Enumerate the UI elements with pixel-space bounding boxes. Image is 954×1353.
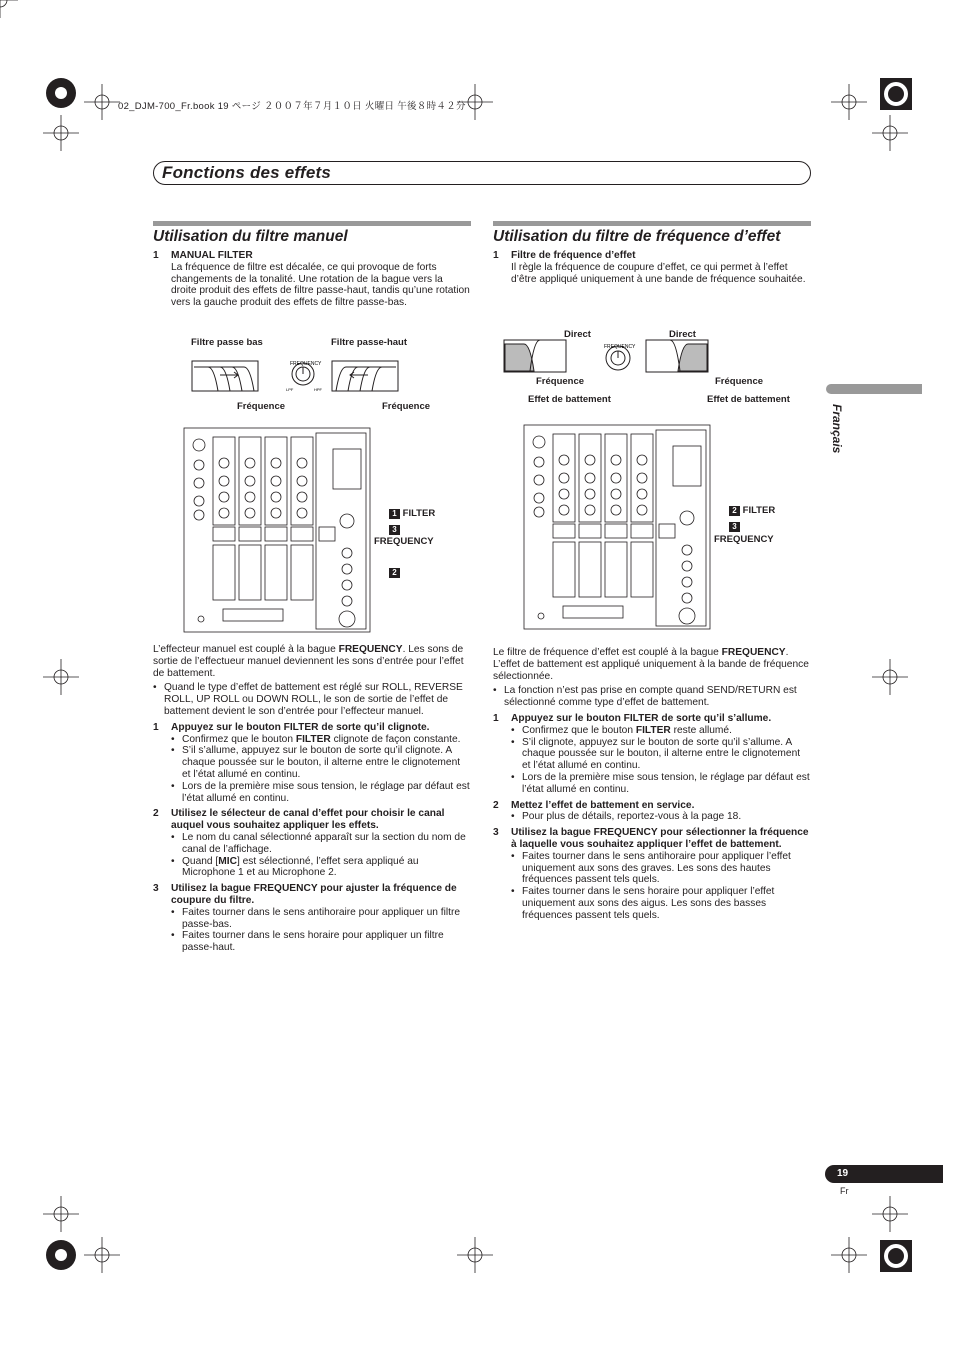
step-3-bullet: Faites tourner dans le sens antihoraire pour appliquer un filtre passe-bas. bbox=[182, 906, 461, 930]
callout-filter: 2 FILTER bbox=[729, 505, 775, 516]
callout-filter: 1 FILTER bbox=[389, 508, 435, 519]
step-1-bullet: S’il clignote, appuyez sur le bouton de sorte qu’il s’allume. A chaque poussée sur le bouton, il alterne entre le clignotement et l’état allumé en continu. bbox=[522, 736, 801, 772]
filter-figure-left bbox=[190, 335, 440, 415]
callout-channel-selector: 2 bbox=[389, 567, 400, 578]
step-2-bullet: Le nom du canal sélectionné apparaît sur la section du nom de canal de l’affichage. bbox=[182, 831, 466, 855]
page-number: 19 bbox=[837, 1168, 849, 1179]
knob-lpf: LPF bbox=[286, 387, 294, 392]
direct-label: Direct bbox=[564, 329, 591, 340]
step-3: Utilisez la bague FREQUENCY pour sélectionner la fréquence à laquelle vous souhaitez appliquer l’effet de battement. bbox=[511, 827, 809, 850]
filter-figure-right bbox=[500, 328, 810, 408]
lowpass-label: Filtre passe bas bbox=[191, 337, 263, 348]
filter-curves-right bbox=[500, 336, 720, 376]
right-section-title: Utilisation du filtre de fréquence d’effet bbox=[493, 228, 781, 245]
knob-label: FREQUENCY bbox=[604, 344, 636, 350]
frequency-axis-label: Fréquence bbox=[382, 401, 431, 412]
step-2: Utilisez le sélecteur de canal d’effet pour choisir le canal auquel vous souhaitez appliquer les effets. bbox=[171, 808, 445, 832]
note-bullet: Quand le type d’effet de battement est réglé sur ROLL, REVERSE ROLL, UP ROLL ou DOWN ROLL, le son de sortie de l’effet de battement devient le son d’entrée pour l’effecteur manuel. bbox=[164, 682, 463, 717]
step-2: Mettez l’effet de battement en service. bbox=[511, 799, 695, 811]
sidebar-language: Français bbox=[830, 404, 844, 454]
step-1-bullet: Confirmez que le bouton FILTER reste allumé. bbox=[522, 724, 732, 736]
left-section-heading bbox=[153, 221, 471, 245]
beat-effect-label: Effet de battement bbox=[707, 394, 790, 405]
chapter-title: Fonctions des effets bbox=[162, 163, 331, 182]
mixer-panel-illustration bbox=[183, 427, 373, 634]
frequency-axis-label: Fréquence bbox=[536, 376, 585, 387]
highpass-label: Filtre passe-haut bbox=[331, 337, 408, 348]
intro-paragraph: Le filtre de fréquence d’effet est couplé à la bague FREQUENCY. L’effet de battement est appliqué uniquement à la bande de fréquence sélectionnée. bbox=[493, 647, 809, 682]
beat-effect-label: Effet de battement bbox=[528, 394, 611, 405]
book-header-line: 02_DJM-700_Fr.book 19 ページ ２００７年７月１０日 火曜日 午後８時４２分 bbox=[118, 101, 466, 112]
page-number-tab bbox=[825, 1165, 943, 1183]
page-language-code: Fr bbox=[840, 1186, 849, 1196]
callout-frequency-num: 3 bbox=[729, 521, 740, 532]
left-body: L’effecteur manuel est couplé à la bague FREQUENCY. Les sons de sortie de l’effectueur manuel deviennent les sons d’entrée pour l’effet de battement. • Quand le type d’effet de battement est réglé sur ROLL, REVERSE ROLL, UP ROLL ou DOWN ROLL, le son de sortie de l’effet de battement devient le son d’entrée pour l’effecteur manuel. 1 Appuyez sur le bouton FILTER de sorte qu’il clignote. • Confirmez que le bouton FILTER clignote de façon constante. • S’il s’allume, appuyez sur le bouton de sorte qu’il clignote. A chaque poussée sur le bouton, il alterne entre le clignotement et l’état allumé en continu. • Lors de la première mise sous tension, le réglage par défaut est l’état allumé en continu. 2 Utilisez le sélecteur de canal d’effet pour choisir le canal auquel vous souhaitez appliquer les effets. • Le nom du canal sélectionné apparaît sur la section du nom de canal de l’affichage. • Quand [MIC] est sélectionné, l’effet sera appliqué au Microphone 1 et au Microphone 2. 3 Utilisez la bague FREQUENCY pour ajuster la fréquence de coupure du filtre. • Faites tourner dans le sens antihoraire pour appliquer un filtre passe-bas. • Faites tourner dans le sens horaire pour appliquer un filtre passe-haut. bbox=[153, 644, 470, 954]
direct-label: Direct bbox=[669, 329, 696, 340]
step-3-bullet: Faites tourner dans le sens horaire pour appliquer un filtre passe-haut. bbox=[182, 930, 444, 954]
language-tab bbox=[826, 384, 922, 394]
intro-paragraph: L’effecteur manuel est couplé à la bague FREQUENCY. Les sons de sortie de l’effectueur manuel deviennent les sons d’entrée pour l’effet de battement. bbox=[153, 644, 464, 679]
step-3-bullet: Faites tourner dans le sens antihoraire pour appliquer l’effet uniquement aux sons des graves. Les sons des hautes fréquences passent tels quels. bbox=[522, 850, 791, 886]
mixer-panel-illustration bbox=[523, 424, 713, 631]
step-2-bullet: Quand [MIC] est sélectionné, l’effet sera appliqué au Microphone 1 et au Microphone 2. bbox=[182, 855, 419, 879]
step-1-bullet: Lors de la première mise sous tension, le réglage par défaut est l’état allumé en continu. bbox=[182, 780, 470, 804]
item-description: La fréquence de filtre est décalée, ce qui provoque de forts changements de la tonalité. Une rotation de la bague vers la droite produit des effets de filtre passe-haut, tandis qu’une rotation vers la gauche produit des effets de filtre passe-bas. bbox=[171, 261, 470, 309]
knob-hpf: HPF bbox=[314, 387, 322, 392]
item-title: MANUAL FILTER bbox=[171, 250, 253, 261]
knob-label: FREQUENCY bbox=[290, 361, 322, 367]
right-body: Le filtre de fréquence d’effet est couplé à la bague FREQUENCY. L’effet de battement est appliqué uniquement à la bande de fréquence sélectionnée. • La fonction n’est pas prise en compte quand SEND/RETURN est sélectionné comme type d’effet de battement. 1 Appuyez sur le bouton FILTER de sorte qu’il s’allume. • Confirmez que le bouton FILTER reste allumé. • S’il clignote, appuyez sur le bouton de sorte qu’il s’allume. A chaque poussée sur le bouton, il alterne entre le clignotement et l’état allumé en continu. • Lors de la première mise sous tension, le réglage par défaut est l’état allumé en continu. 2 Mettez l’effet de battement en service. • Pour plus de détails, reportez-vous à la page 18. 3 Utilisez la bague FREQUENCY pour sélectionner la fréquence à laquelle vous souhaitez appliquer l’effet de battement. • Faites tourner dans le sens antihoraire pour appliquer l’effet uniquement aux sons des graves. Les sons des hautes fréquences passent tels quels. • Faites tourner dans le sens horaire pour appliquer l’effet uniquement aux sons des aigus. Les sons des basses fréquences passent tels quels. bbox=[493, 647, 810, 921]
note-bullet: La fonction n’est pas prise en compte quand SEND/RETURN est sélectionné comme type d’effet de battement. bbox=[504, 685, 797, 709]
item-title: Filtre de fréquence d’effet bbox=[511, 250, 636, 261]
callout-frequency: FREQUENCY bbox=[714, 534, 774, 545]
chapter-title-bar bbox=[153, 161, 811, 185]
step-1: Appuyez sur le bouton FILTER de sorte qu’il clignote. bbox=[171, 721, 430, 733]
step-1-bullet: S’il s’allume, appuyez sur le bouton de sorte qu’il clignote. A chaque poussée sur le bouton, il alterne entre le clignotement et l’état allumé en continu. bbox=[182, 745, 461, 780]
step-1-bullet: Confirmez que le bouton FILTER clignote de façon constante. bbox=[182, 733, 461, 745]
step-3-bullet: Faites tourner dans le sens horaire pour appliquer l’effet uniquement aux sons des aigus. Les sons des basses fréquences passent tels quels. bbox=[522, 886, 775, 921]
step-1-bullet: Lors de la première mise sous tension, le réglage par défaut est l’état allumé en continu. bbox=[522, 771, 810, 795]
right-section-heading bbox=[493, 221, 811, 245]
frequency-axis-label: Fréquence bbox=[237, 401, 286, 412]
callout-frequency-num: 3 bbox=[389, 524, 400, 535]
frequency-axis-label: Fréquence bbox=[715, 376, 764, 387]
step-1: Appuyez sur le bouton FILTER de sorte qu’il s’allume. bbox=[511, 712, 772, 724]
step-2-bullet: Pour plus de détails, reportez-vous à la page 18. bbox=[522, 811, 742, 823]
right-column: Utilisation du filtre de fréquence d’effet 1 Filtre de fréquence d’effet Il règle la fréquence de coupure d’effet, ce qui permet à l’effet d’être appliqué uniquement à une bande de fréquence souhaitée. bbox=[493, 221, 811, 285]
callout-frequency: FREQUENCY bbox=[374, 536, 434, 547]
left-column bbox=[153, 221, 471, 309]
item-description: Il règle la fréquence de coupure d’effet, ce qui permet à l’effet d’être appliqué uniquement à une bande de fréquence souhaitée. bbox=[511, 261, 806, 285]
filter-curves-left bbox=[190, 357, 410, 397]
step-3: Utilisez la bague FREQUENCY pour ajuster la fréquence de coupure du filtre. bbox=[171, 883, 457, 906]
item-number: 1 bbox=[153, 250, 159, 261]
left-section-title: Utilisation du filtre manuel bbox=[153, 228, 348, 245]
